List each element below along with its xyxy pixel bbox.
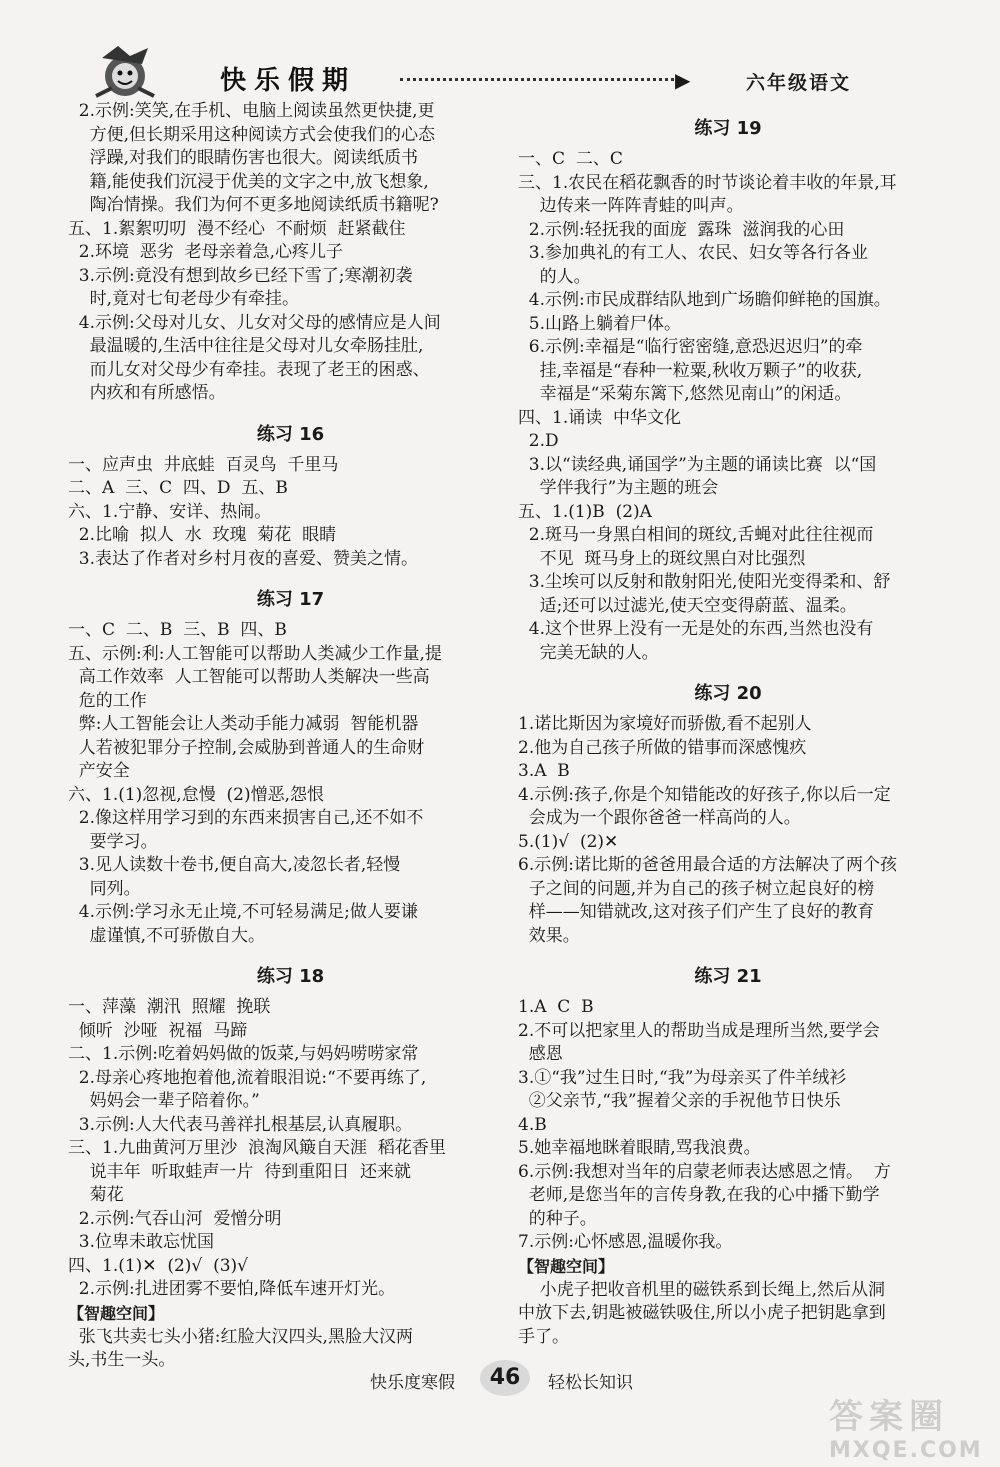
answer-line: 1.诺比斯因为家境好而骄傲,看不起别人 (518, 714, 812, 734)
watermark-sub: MXQE.COM (829, 1438, 983, 1463)
answer-line: 虚谨慎,不可骄傲自大。 (68, 925, 266, 946)
answer-line: 子之间的问题,并为自己的孩子树立起良好的榜 (518, 878, 875, 899)
watermark-main: 答案圈 (829, 1397, 949, 1437)
exercise-title: 练习 21 (694, 966, 762, 987)
answer-line: 6.示例:诺比斯的爸爸用最合适的方法解决了两个孩 (518, 855, 897, 875)
answer-line: 3.参加典礼的有工人、农民、妇女等各行各业 (518, 243, 869, 263)
answer-line: 幸福是“采菊东篱下,悠然见南山”的闲适。 (518, 384, 852, 404)
answer-line: 妈妈会一辈子陪着你。” (68, 1091, 260, 1111)
answer-line: 四、1.诵读 中华文化 (518, 407, 682, 428)
answer-line: 五、示例:利:人工智能可以帮助人类减少工作量,提 (68, 643, 442, 664)
arrow-right-icon: ▶ (675, 68, 691, 92)
answer-line: 同列。 (68, 878, 141, 899)
answer-line: 方便,但长期采用这种阅读方式会使我们的心态 (68, 124, 436, 145)
answer-line: 3.①“我”过生日时,“我”为母亲买了件羊绒衫 (518, 1067, 847, 1088)
mascot-icon (90, 38, 160, 108)
answer-line: 挂,幸福是“春种一粒粟,秋收万颗子”的收获, (518, 360, 863, 381)
answer-line: 5.她幸福地眯着眼睛,骂我浪费。 (518, 1138, 761, 1158)
answer-line: 2.比喻 拟人 水 玫瑰 菊花 眼睛 (68, 525, 337, 545)
answer-line: 1.A C B (518, 997, 594, 1017)
exercise-title: 练习 16 (256, 423, 325, 445)
answer-line: 而儿女对父母少有牵挂。表现了老王的困惑、 (68, 359, 430, 380)
answer-line: 2.像这样用学习到的东西来损害自己,还不如不 (68, 808, 424, 828)
answer-line: 菊花 (68, 1185, 124, 1205)
answer-line: 手了。 (518, 1326, 569, 1347)
exercise-title: 练习 19 (694, 118, 762, 139)
footer-left-slogan: 快乐度寒假 (370, 1373, 455, 1393)
answer-line: 2.示例:笑笑,在手机、电脑上阅读虽然更快捷,更 (68, 101, 435, 121)
answer-line: 3.尘埃可以反射和散射阳光,使阳光变得柔和、舒 (518, 572, 891, 592)
answer-line: 头,书生一头。 (68, 1350, 176, 1370)
answer-line: 会成为一个跟你爸爸一样高尚的人。 (518, 808, 801, 828)
left-intro (68, 100, 513, 406)
answer-line: 2.示例:气吞山河 爱憎分明 (68, 1208, 282, 1229)
answer-line: 张飞共卖七头小猪:红脸大汉四头,黑脸大汉两 (68, 1326, 413, 1347)
answer-line: 4.B (518, 1114, 547, 1135)
answer-line: 2.D (518, 431, 559, 451)
answer-line: 3.位卑未敢忘忧国 (68, 1232, 215, 1252)
answer-line: 5.山路上躺着尸体。 (518, 313, 682, 334)
right-column (518, 100, 938, 1349)
answer-line: 三、1.九曲黄河万里沙 浪淘风簸自天涯 稻花香里 (68, 1138, 446, 1158)
answer-line: 5.(1)√ (2)✕ (518, 831, 619, 852)
answer-line: 陶冶情操。我们为何不更多地阅读纸质书籍呢? (68, 195, 439, 215)
answer-line: 样——知错就改,这对孩子们产生了良好的教育 (518, 902, 875, 922)
answer-line: 3.见人读数十卷书,便自高大,凌忽长者,轻慢 (68, 855, 401, 875)
answer-line: 4.示例:市民成群结队地到广场瞻仰鲜艳的国旗。 (518, 290, 891, 310)
answer-line: 四、1.(1)✕ (2)√ (3)√ (68, 1255, 248, 1276)
page-number: 46 (480, 1360, 530, 1396)
answer-line: 3.A B (518, 761, 570, 781)
answer-line: 浮躁,对我们的眼睛伤害也很大。阅读纸质书 (68, 148, 419, 168)
answer-line: ②父亲节,“我”握着父亲的手祝他节日快乐 (518, 1091, 841, 1111)
answer-line: 产安全 (68, 761, 130, 781)
answer-line: 6.示例:我想对当年的启蒙老师表达感恩之情。 方 (518, 1161, 891, 1182)
left-column (68, 100, 513, 1373)
answer-line: 二、A 三、C 四、D 五、B (68, 478, 288, 498)
answer-line: 4.这个世界上没有一无是处的东西,当然也没有 (518, 619, 874, 639)
exercise-title: 练习 20 (694, 683, 762, 704)
page-header (70, 38, 970, 108)
watermark-logo (829, 1389, 994, 1463)
answer-line: 7.示例:心怀感恩,温暖你我。 (518, 1232, 733, 1252)
right-sections (518, 114, 938, 1349)
answer-line: 3.表达了作者对乡村月夜的喜爱、赞美之情。 (68, 548, 419, 569)
answer-line: 三、1.农民在稻花飘香的时节谈论着丰收的年景,耳 (518, 172, 897, 193)
answer-line: 要学习。 (68, 831, 158, 852)
answer-line: 3.以“读经典,诵国学”为主题的诵读比赛 以“国 (518, 454, 877, 475)
left-sections (68, 420, 513, 1373)
answer-line: 说丰年 听取蛙声一片 待到重阳日 还来就 (68, 1161, 412, 1182)
answer-line: 学伴我行”为主题的班会 (518, 478, 719, 498)
answer-line: 效果。 (518, 925, 580, 946)
answer-line: 老师,是您当年的言传身教,在我的心中播下勤学 (518, 1185, 880, 1205)
answer-line: 4.示例:学习永无止境,不可轻易满足;做人要谦 (68, 902, 418, 922)
answer-line: 危的工作 (68, 690, 147, 711)
answer-line: 五、1.(1)B (2)A (518, 501, 652, 522)
answer-line: 倾听 沙哑 祝福 马蹄 (68, 1020, 248, 1041)
answer-line: 二、1.示例:吃着妈妈做的饭菜,与妈妈唠唠家常 (68, 1044, 419, 1064)
answer-line: 4.示例:孩子,你是个知错能改的好孩子,你以后一定 (518, 784, 891, 805)
answer-line: 六、1.(1)忽视,怠慢 (2)憎恶,怨恨 (68, 784, 324, 805)
answer-line: 6.示例:幸福是“临行密密缝,意恐迟迟归”的牵 (518, 337, 863, 357)
answer-line: 五、1.絮絮叨叨 漫不经心 不耐烦 赶紧截住 (68, 218, 406, 239)
answer-line: 一、C 二、B 三、B 四、B (68, 620, 287, 640)
answer-line: 2.环境 恶劣 老母亲着急,心疼儿子 (68, 242, 344, 262)
answer-line: 2.他为自己孩子所做的错事而深感愧疚 (518, 737, 807, 758)
header-dotted-line (400, 78, 680, 81)
answer-line: 4.示例:父母对儿女、儿女对父母的感情应是人间 (68, 312, 441, 333)
answer-line: 不见 斑马身上的斑纹黑白对比强烈 (518, 548, 806, 569)
answer-line: 六、1.宁静、安详、热闹。 (68, 501, 272, 522)
answer-line: 2.母亲心疼地抱着他,流着眼泪说:“不要再练了, (68, 1067, 427, 1088)
answer-line: 中放下去,钥匙被磁铁吸住,所以小虎子把钥匙拿到 (518, 1303, 886, 1323)
answer-line: 感恩 (518, 1044, 563, 1064)
answer-line: 最温暖的,生活中往往是父母对儿女牵肠挂肚, (68, 336, 424, 356)
answer-line: 一、C 二、C (518, 149, 623, 169)
footer-right-slogan: 轻松长知识 (548, 1373, 633, 1393)
answer-line: 2.斑马一身黑白相间的斑纹,舌蝇对此往往视而 (518, 525, 874, 545)
answer-line: 小虎子把收音机里的磁铁系到长绳上,然后从洞 (518, 1279, 886, 1300)
answer-line: 内疚和有所感悟。 (68, 383, 226, 403)
answer-line: 的种子。 (518, 1208, 597, 1229)
answer-line: 边传来一阵阵青蛙的叫声。 (518, 196, 744, 216)
exercise-title: 练习 17 (256, 589, 325, 610)
answer-line: 3.示例:人大代表马善祥扎根基层,认真履职。 (68, 1114, 413, 1135)
answer-line: 的人。 (518, 266, 591, 287)
answer-line: 弊:人工智能会让人类动手能力减弱 智能机器 (68, 714, 419, 734)
answer-line: 完美无缺的人。 (518, 642, 659, 663)
answer-line: 2.不可以把家里人的帮助当成是理所当然,要学会 (518, 1020, 880, 1041)
answer-line: 2.示例:轻抚我的面庞 露珠 滋润我的心田 (518, 219, 845, 240)
answer-line: 适;还可以过滤光,使天空变得蔚蓝、温柔。 (518, 595, 857, 616)
answer-line: 2.示例:扎进团雾不要怕,降低车速开灯光。 (68, 1279, 396, 1299)
answer-line: 时,竟对七旬老母少有牵挂。 (68, 289, 300, 309)
brand-title: 快乐假期 (220, 66, 357, 96)
fun-space-label: 【智趣空间】 (68, 1303, 165, 1323)
fun-space-label: 【智趣空间】 (518, 1256, 615, 1276)
answer-line: 一、应声虫 井底蛙 百灵鸟 千里马 (68, 454, 339, 475)
exercise-title: 练习 18 (256, 966, 325, 987)
answer-line: 人若被犯罪分子控制,会威胁到普通人的生命财 (68, 737, 425, 758)
answer-line: 籍,能使我们沉浸于优美的文字之中,放飞想象, (68, 171, 429, 192)
grade-subject: 六年级语文 (746, 72, 852, 94)
answer-line: 高工作效率 人工智能可以帮助人类解决一些高 (68, 667, 430, 687)
answer-line: 一、萍藻 潮汛 照耀 挽联 (68, 997, 271, 1017)
answer-line: 3.示例:竟没有想到故乡已经下雪了;寒潮初袭 (68, 265, 413, 286)
